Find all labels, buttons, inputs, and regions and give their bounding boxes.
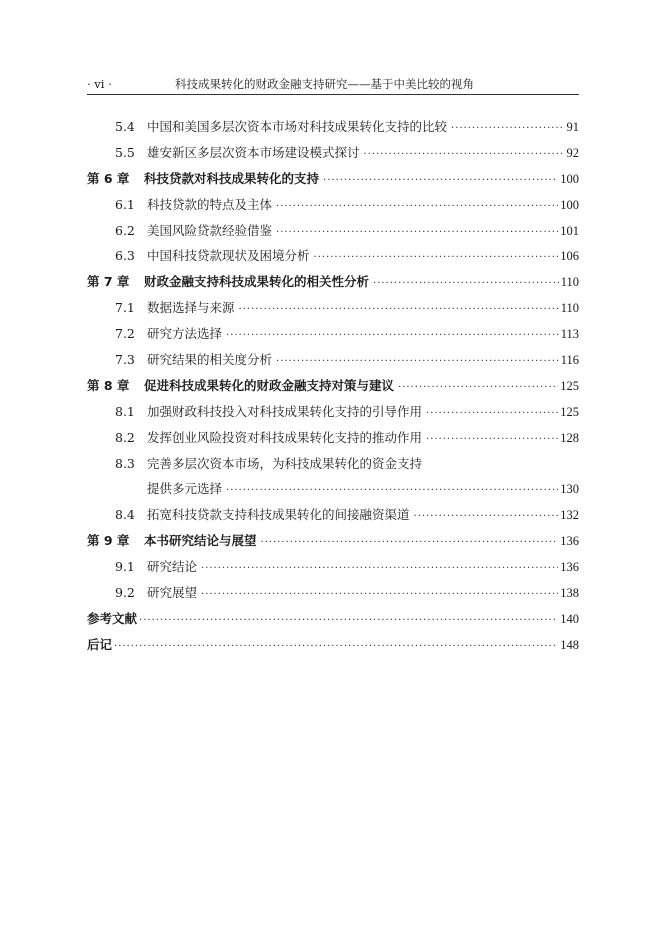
leader-dots [398, 375, 558, 401]
leader-dots [114, 634, 558, 660]
entry-title: 科技贷款的特点及主体 [147, 196, 273, 212]
section-number: 6.2 [115, 222, 135, 238]
section-number: 7.2 [115, 326, 135, 342]
leader-dots [314, 245, 559, 271]
entry-title: 数据选择与来源 [147, 300, 235, 316]
toc-entry-6-3[interactable] [87, 243, 579, 269]
toc-entry-9-2[interactable] [87, 580, 579, 606]
section-number: 8.4 [115, 507, 135, 523]
leader-dots [239, 297, 559, 323]
page-ref: 125 [560, 378, 579, 393]
entry-title: 研究结论 [147, 559, 198, 575]
section-number: 8.1 [115, 403, 135, 419]
table-of-contents [87, 114, 579, 658]
toc-entry-7-2[interactable] [87, 321, 579, 347]
toc-entry-8-2[interactable] [87, 425, 579, 451]
section-number: 7.1 [115, 300, 135, 316]
leader-dots [426, 401, 558, 427]
chapter-title: 本书研究结论与展望 [144, 533, 257, 549]
section-number: 5.4 [115, 119, 135, 134]
section-number: 5.5 [115, 144, 135, 160]
page-ref: 110 [560, 301, 579, 316]
toc-entry-7-1[interactable] [87, 295, 579, 321]
entry-title: 研究展望 [147, 585, 198, 601]
toc-entry-5-5[interactable] [87, 140, 579, 166]
section-number: 6.1 [115, 196, 135, 212]
page-ref: 110 [560, 275, 579, 290]
entry-title: 完善多层次资本市场，为科技成果转化的资金支持 [147, 455, 423, 471]
leader-dots [139, 608, 558, 634]
leader-dots [276, 194, 558, 220]
entry-title: 发挥创业风险投资对科技成果转化支持的推动作用 [147, 429, 423, 445]
entry-title: 研究结果的相关度分析 [147, 352, 273, 368]
page-number-label: · vi · [87, 77, 112, 91]
page-ref: 140 [560, 611, 579, 626]
section-number: 8.3 [115, 455, 135, 471]
entry-title-continued: 提供多元选择 [147, 481, 223, 497]
page-ref: 130 [560, 482, 579, 497]
page-ref: 136 [560, 560, 579, 575]
toc-afterword[interactable] [87, 632, 579, 658]
page-ref: 106 [560, 249, 579, 264]
leader-dots [201, 582, 558, 608]
entry-title: 中国和美国多层次资本市场对科技成果转化支持的比较 [147, 119, 448, 134]
section-number: 9.2 [115, 585, 135, 601]
leader-dots [323, 168, 558, 194]
toc-chapter-7[interactable] [87, 269, 579, 295]
entry-title: 拓宽科技贷款支持科技成果转化的间接融资渠道 [147, 507, 410, 523]
leader-dots [201, 556, 558, 582]
toc-entry-8-3-line1[interactable] [87, 451, 579, 477]
page-ref: 92 [566, 145, 579, 160]
chapter-number: 第 9 章 [87, 533, 130, 549]
toc-entry-7-3[interactable] [87, 347, 579, 373]
leader-dots [451, 116, 564, 142]
toc-chapter-6[interactable] [87, 166, 579, 192]
page-ref: 132 [560, 508, 579, 523]
section-number: 8.2 [115, 429, 135, 445]
page-ref: 91 [566, 120, 579, 134]
entry-title: 美国风险贷款经验借鉴 [147, 222, 273, 238]
page-ref: 128 [560, 430, 579, 445]
chapter-number: 第 7 章 [87, 274, 130, 290]
page-ref: 116 [560, 353, 579, 368]
entry-title: 研究方法选择 [147, 326, 223, 342]
chapter-number: 第 6 章 [87, 170, 130, 186]
toc-entry-6-2[interactable] [87, 218, 579, 244]
book-title: 科技成果转化的财政金融支持研究——基于中美比较的视角 [175, 77, 474, 91]
leader-dots [276, 220, 558, 246]
leader-dots [276, 349, 559, 375]
running-header [87, 74, 579, 95]
entry-title: 加强财政科技投入对科技成果转化支持的引导作用 [147, 403, 423, 419]
references-title: 参考文献 [87, 610, 138, 626]
toc-entry-6-1[interactable] [87, 192, 579, 218]
toc-entry-8-3-line2[interactable] [87, 476, 579, 502]
leader-dots [414, 504, 559, 530]
chapter-title: 财政金融支持科技成果转化的相关性分析 [144, 274, 370, 290]
leader-dots [226, 478, 558, 504]
toc-chapter-8[interactable] [87, 373, 579, 399]
page-ref: 136 [560, 534, 579, 549]
section-number: 6.3 [115, 248, 135, 264]
entry-title: 雄安新区多层次资本市场建设模式探讨 [147, 144, 360, 160]
chapter-title: 促进科技成果转化的财政金融支持对策与建议 [144, 377, 395, 393]
afterword-title: 后记 [87, 636, 113, 652]
page-ref: 148 [560, 637, 579, 652]
toc-entry-9-1[interactable] [87, 554, 579, 580]
page-ref: 101 [560, 223, 579, 238]
section-number: 7.3 [115, 352, 135, 368]
toc-entry-8-4[interactable] [87, 502, 579, 528]
section-number: 9.1 [115, 559, 135, 575]
entry-title: 中国科技贷款现状及困境分析 [147, 248, 310, 264]
page-ref: 100 [560, 197, 579, 212]
page-ref: 113 [560, 327, 579, 342]
leader-dots [373, 271, 559, 297]
page-ref: 100 [560, 171, 579, 186]
leader-dots [426, 427, 558, 453]
toc-chapter-9[interactable] [87, 528, 579, 554]
leader-dots [261, 530, 559, 556]
chapter-number: 第 8 章 [87, 377, 130, 393]
leader-dots [364, 142, 565, 168]
toc-entry-5-4[interactable] [87, 114, 579, 140]
page-ref: 138 [560, 586, 579, 601]
toc-references[interactable] [87, 606, 579, 632]
leader-dots [226, 323, 559, 349]
page-ref: 125 [560, 404, 579, 419]
chapter-title: 科技贷款对科技成果转化的支持 [144, 170, 320, 186]
toc-entry-8-1[interactable] [87, 399, 579, 425]
